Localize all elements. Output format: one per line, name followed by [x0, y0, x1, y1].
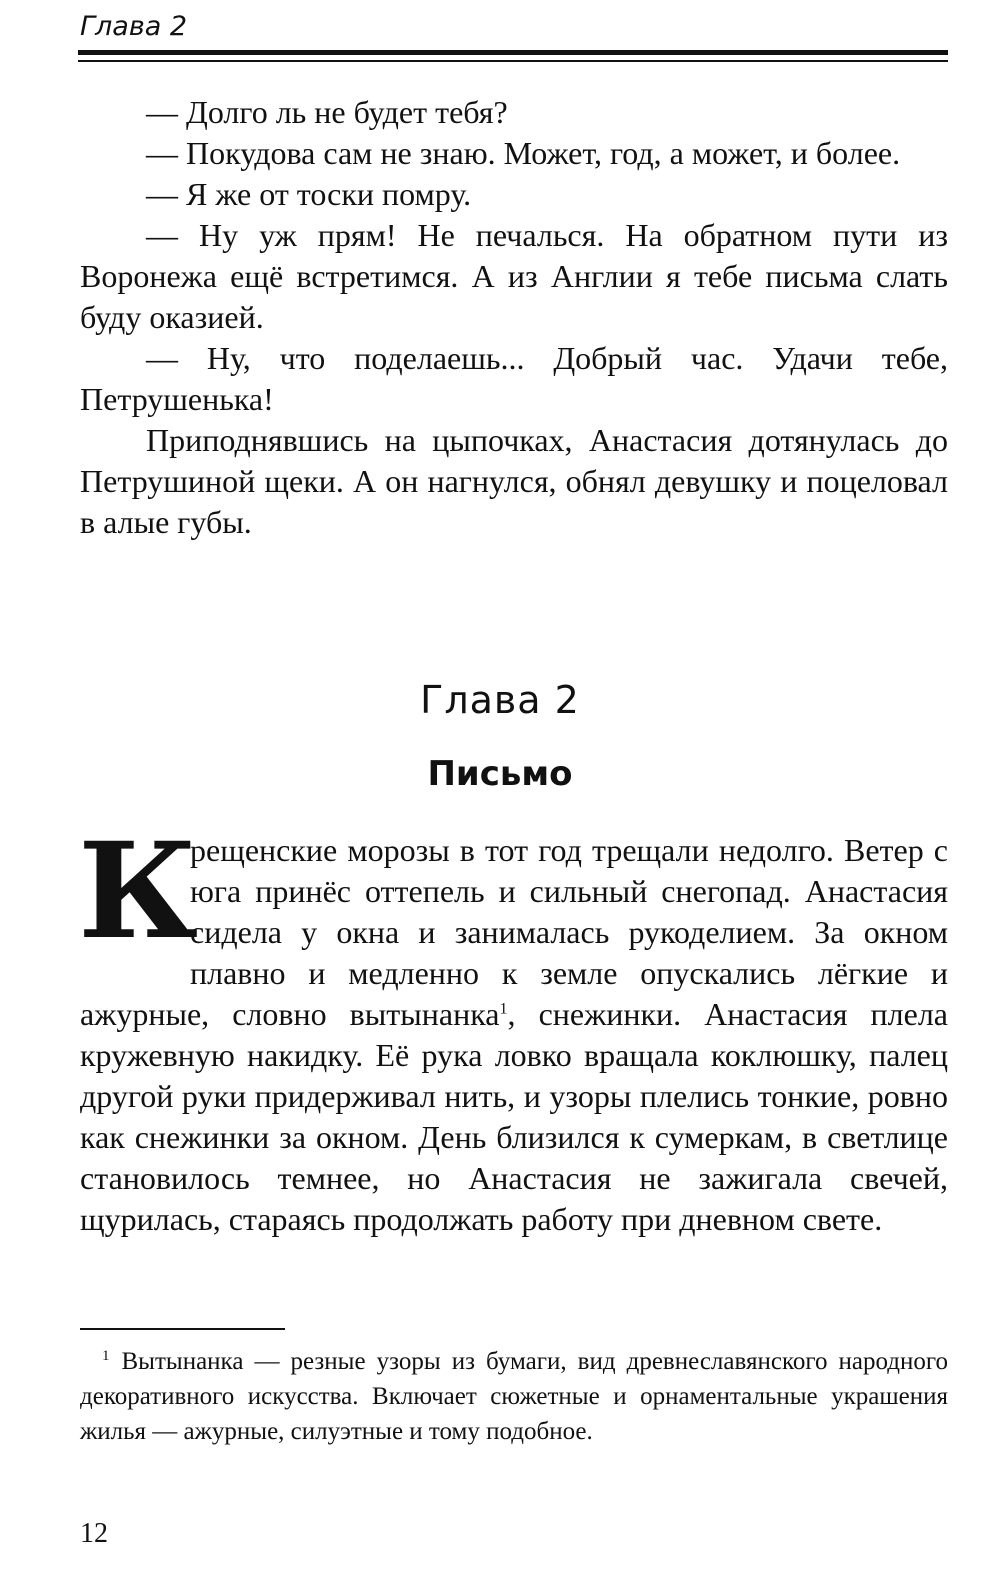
narrative-paragraph: Приподнявшись на цыпочках, Анастасия дотянулась до Петрушиной щеки. А он нагнулся, обнял девушку и поцеловал в алые губы. — [80, 422, 948, 540]
dialogue-line: — Покудова сам не знаю. Может, год, а может, и более. — [146, 135, 901, 171]
footnote-marker: 1 — [102, 1347, 110, 1364]
footnote-text: Вытынанка — резные узоры из бумаги, вид древнеславянского народного декоративного искусства. Включает сюжетные и орнаментальные украшения жилья — ажурные, силуэтные и тому подобное. — [80, 1348, 948, 1445]
chapter-heading: Глава 2 — [420, 678, 580, 722]
footnote-reference[interactable]: 1 — [499, 1000, 508, 1018]
dialogue-line: — Я же от тоски помру. — [146, 176, 472, 212]
dialogue-line: — Долго ль не будет тебя? — [146, 94, 508, 130]
chapter-title: Письмо — [427, 754, 573, 794]
dialogue-line: — Ну, что поделаешь... Добрый час. Удачи тебе, Петрушенька! — [80, 340, 948, 417]
running-head: Глава 2 — [80, 11, 188, 42]
chapter-opening — [78, 814, 949, 1240]
chapter-text-part-2: , снежинки. Анастасия плела кружевную накидку. Её рука ловко вращала коклюшку, палец другой руки придерживал нить, и узоры плелись тонкие, ровно как снежинки за окном. День близился к сумеркам, в светлице становилось темнее, но Анастасия не зажигала свечей, щурилась, стараясь продолжать работу при дневном свете. — [80, 996, 949, 1237]
dialogue-line: — Ну уж прям! Не печалься. На обратном пути из Воронежа ещё встретимся. А из Англии я тебе письма слать буду оказией. — [80, 217, 948, 335]
drop-cap: К — [78, 814, 199, 969]
header-rule-thick — [78, 50, 948, 55]
page-number: 12 — [80, 1518, 108, 1549]
chapter-text-part-1: рещенские морозы в тот год трещали недолго. Ветер с юга принёс оттепель и сильный снегопад. Анастасия сидела у окна и занималась рукоделием. За окном плавно и медленно к земле опускались лёгкие и ажурные, словно вытынанка — [80, 832, 948, 1032]
footnote — [80, 1344, 948, 1449]
chapter-paragraph — [78, 814, 949, 1240]
footnote-separator — [80, 1328, 285, 1330]
header-rule-thin — [78, 60, 948, 62]
dialogue-block — [80, 92, 948, 543]
